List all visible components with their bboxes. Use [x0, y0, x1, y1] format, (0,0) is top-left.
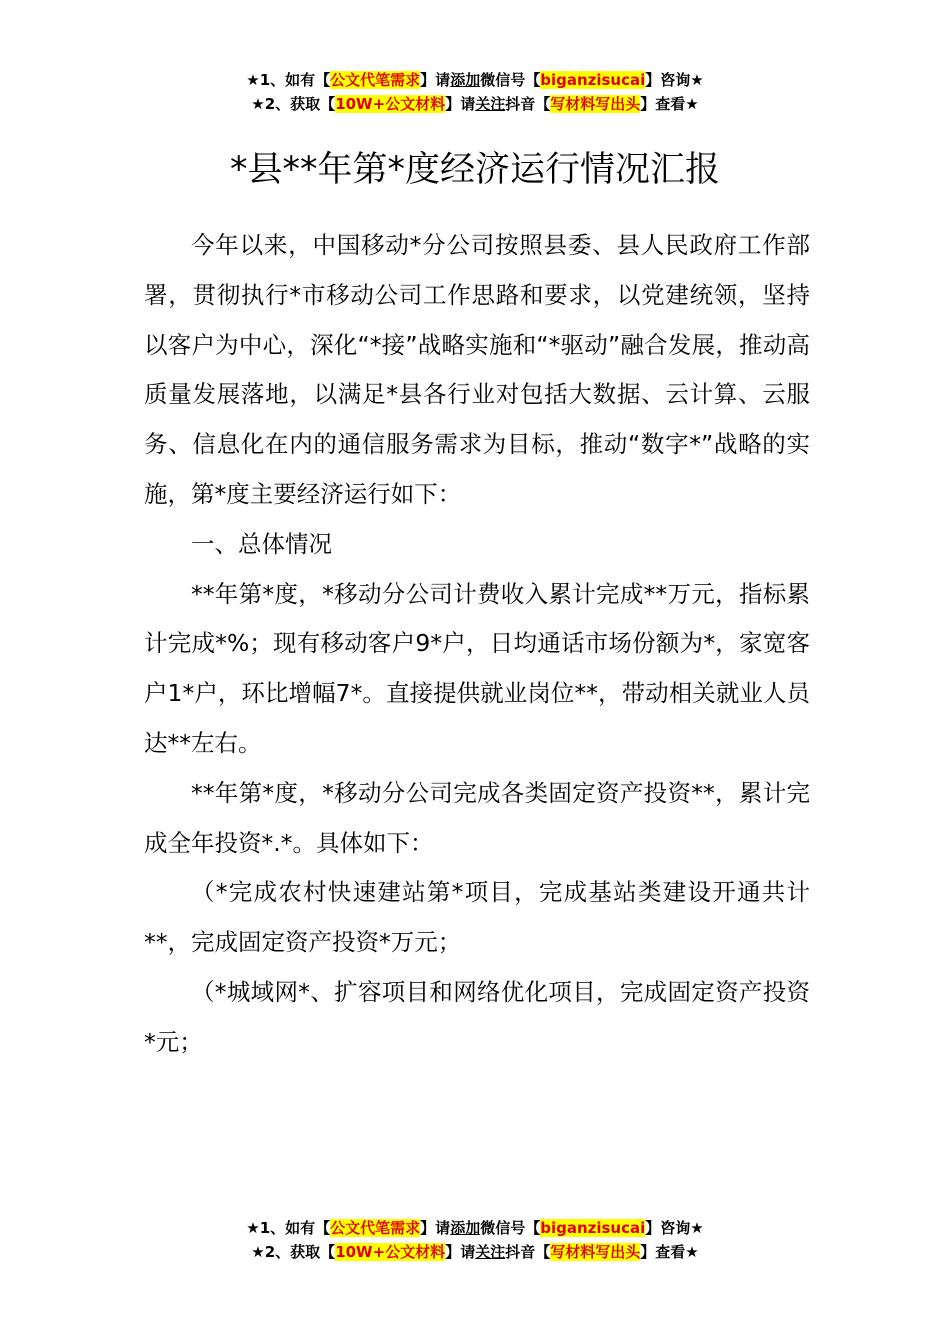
promo-text: 】请 [445, 95, 476, 113]
promo-highlight: 公文代笔需求 [330, 1219, 421, 1237]
promo-underlined: 添加 [450, 71, 481, 89]
section-heading: 一、总体情况 [191, 529, 332, 558]
promo-text: 】请 [420, 1219, 451, 1237]
promo-banner-bottom [0, 1216, 950, 1264]
promo-text: 】请 [445, 1243, 476, 1261]
promo-douyin-id: 写材料写出头 [550, 95, 641, 113]
promo-highlight: 10W+公文材料 [335, 95, 446, 113]
promo-text: ★1、如有【 [246, 71, 331, 89]
promo-text: 微信号【 [480, 71, 541, 89]
promo-text: 】查看★ [640, 95, 699, 113]
paragraph-item-1: （*完成农村快速建站第*项目，完成基站类建设开通共计**，完成固定资产投资*万元； [144, 878, 810, 957]
document-title: *县**年第*度经济运行情况汇报 [229, 150, 720, 190]
promo-underlined: 添加 [450, 1219, 481, 1237]
promo-highlight: 公文代笔需求 [330, 71, 421, 89]
paragraph-revenue: **年第*度，*移动分公司计费收入累计完成**万元，指标累计完成*%；现有移动客户9*户，日均通话市场份额为*，家宽客户1*户，环比增幅7*。直接提供就业岗位**，带动相关就业人员达**左右。 [144, 579, 810, 757]
promo-text: ★2、获取【 [251, 95, 336, 113]
promo-text: 抖音【 [505, 95, 551, 113]
promo-highlight: 10W+公文材料 [335, 1243, 446, 1261]
promo-banner-top [0, 68, 950, 116]
paragraph-intro: 今年以来，中国移动*分公司按照县委、县人民政府工作部署，贯彻执行*市移动公司工作思路和要求，以党建统领，坚持以客户为中心，深化“*接”战略实施和“*驱动”融合发展，推动高质量发展落地，以满足*县各行业对包括大数据、云计算、云服务、信息化在内的通信服务需求为目标，推动“数字*”战略的实施，第*度主要经济运行如下： [144, 231, 810, 508]
promo-line-2 [0, 92, 950, 116]
paragraph-item-2: （*城域网*、扩容项目和网络优化项目，完成固定资产投资*元； [144, 977, 810, 1056]
promo-text: 】咨询★ [645, 71, 704, 89]
promo-line-2 [0, 1240, 950, 1264]
promo-underlined: 关注 [475, 1243, 506, 1261]
promo-text: 抖音【 [505, 1243, 551, 1261]
paragraph-investment: **年第*度，*移动分公司完成各类固定资产投资**，累计完成全年投资*.*。具体如下： [144, 778, 810, 857]
promo-line-1 [0, 1216, 950, 1240]
promo-underlined: 关注 [475, 95, 506, 113]
promo-text: 】咨询★ [645, 1219, 704, 1237]
promo-wechat-id: biganzisucai [540, 71, 646, 89]
promo-wechat-id: biganzisucai [540, 1219, 646, 1237]
promo-text: ★1、如有【 [246, 1219, 331, 1237]
promo-text: 】查看★ [640, 1243, 699, 1261]
promo-douyin-id: 写材料写出头 [550, 1243, 641, 1261]
promo-line-1 [0, 68, 950, 92]
document-body [144, 221, 810, 1068]
promo-text: 微信号【 [480, 1219, 541, 1237]
promo-text: 】请 [420, 71, 451, 89]
promo-text: ★2、获取【 [251, 1243, 336, 1261]
